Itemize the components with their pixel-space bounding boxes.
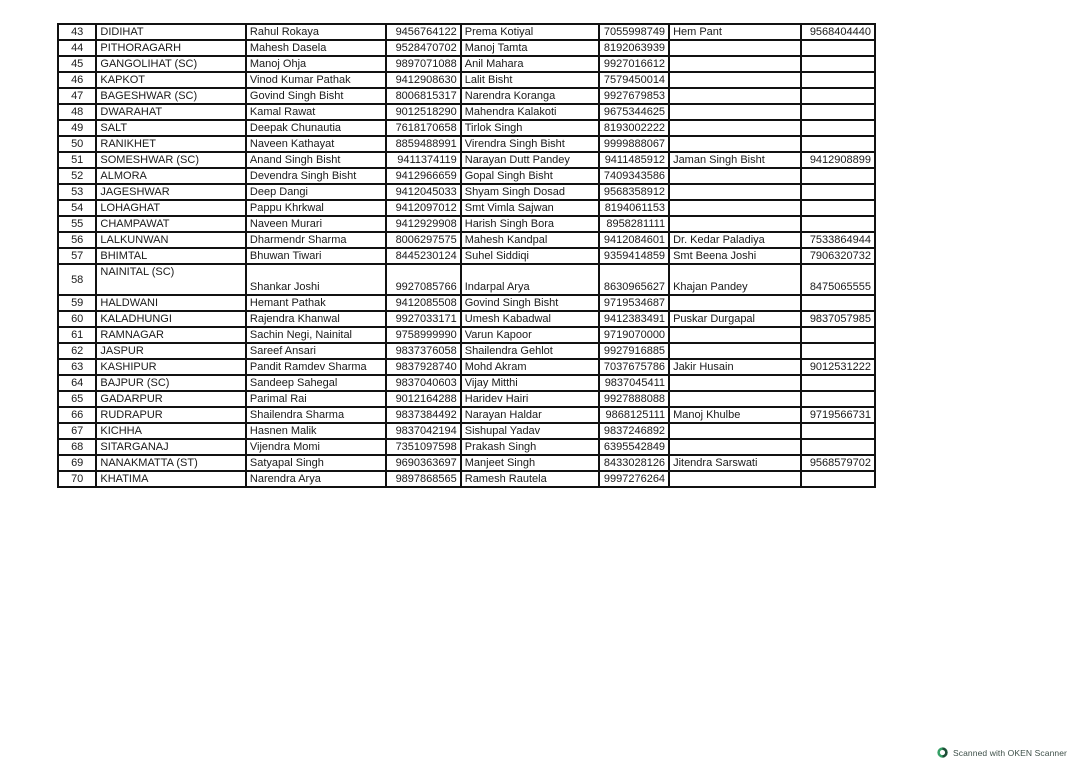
- contact1-phone-cell: 9690363697: [386, 455, 461, 471]
- serial-cell: 55: [58, 216, 96, 232]
- contact3-name-cell: Jakir Husain: [669, 359, 801, 375]
- contact1-name-cell: Sareef Ansari: [246, 343, 386, 359]
- serial-cell: 48: [58, 104, 96, 120]
- oken-scanner-icon: [937, 747, 948, 758]
- contact2-name-cell: Shyam Singh Dosad: [461, 184, 599, 200]
- contact3-phone-cell: [801, 216, 875, 232]
- serial-cell: 68: [58, 439, 96, 455]
- contact2-phone-cell: 9927888088: [599, 391, 669, 407]
- contact3-name-cell: [669, 184, 801, 200]
- contact3-name-cell: [669, 327, 801, 343]
- contact1-phone-cell: 8859488991: [386, 136, 461, 152]
- serial-cell: 50: [58, 136, 96, 152]
- constituency-cell: BAGESHWAR (SC): [96, 88, 246, 104]
- contact1-name-cell: Sachin Negi, Nainital: [246, 327, 386, 343]
- table-row: [58, 24, 875, 40]
- contact1-name-cell: Rajendra Khanwal: [246, 311, 386, 327]
- table-row: [58, 216, 875, 232]
- contact2-phone-cell: 9997276264: [599, 471, 669, 487]
- contact1-phone-cell: 9837040603: [386, 375, 461, 391]
- contact2-phone-cell: 8433028126: [599, 455, 669, 471]
- contact3-phone-cell: 7533864944: [801, 232, 875, 248]
- contact3-name-cell: [669, 136, 801, 152]
- contact3-name-cell: Smt Beena Joshi: [669, 248, 801, 264]
- constituency-cell: KAPKOT: [96, 72, 246, 88]
- constituency-cell: JAGESHWAR: [96, 184, 246, 200]
- contact3-phone-cell: 9012531222: [801, 359, 875, 375]
- serial-cell: 62: [58, 343, 96, 359]
- table-row: [58, 168, 875, 184]
- contact1-phone-cell: 9012164288: [386, 391, 461, 407]
- constituency-cell: KHATIMA: [96, 471, 246, 487]
- table-row: [58, 120, 875, 136]
- table-row: [58, 359, 875, 375]
- contact1-name-cell: Bhuwan Tiwari: [246, 248, 386, 264]
- scanner-watermark-text: Scanned with OKEN Scanner: [952, 747, 1067, 758]
- table-row: [58, 200, 875, 216]
- contact3-name-cell: Manoj Khulbe: [669, 407, 801, 423]
- contact2-phone-cell: 7409343586: [599, 168, 669, 184]
- contact1-name-cell: Hemant Pathak: [246, 295, 386, 311]
- contact2-phone-cell: 9837246892: [599, 423, 669, 439]
- table-row: [58, 423, 875, 439]
- contact1-name-cell: Pandit Ramdev Sharma: [246, 359, 386, 375]
- contact1-phone-cell: 9456764122: [386, 24, 461, 40]
- contact3-name-cell: Jitendra Sarswati: [669, 455, 801, 471]
- serial-cell: 60: [58, 311, 96, 327]
- contact1-name-cell: Parimal Rai: [246, 391, 386, 407]
- constituency-cell: RANIKHET: [96, 136, 246, 152]
- contact3-phone-cell: [801, 72, 875, 88]
- constituency-cell: KASHIPUR: [96, 359, 246, 375]
- contact2-phone-cell: 7037675786: [599, 359, 669, 375]
- contact2-phone-cell: 9675344625: [599, 104, 669, 120]
- contact2-phone-cell: 9868125111: [599, 407, 669, 423]
- table-row: [58, 407, 875, 423]
- contact2-name-cell: Smt Vimla Sajwan: [461, 200, 599, 216]
- constituency-cell: KICHHA: [96, 423, 246, 439]
- constituency-cell: SALT: [96, 120, 246, 136]
- contact2-phone-cell: 9927916885: [599, 343, 669, 359]
- contact1-phone-cell: 9927033171: [386, 311, 461, 327]
- contact3-phone-cell: 8475065555: [801, 264, 875, 295]
- contact3-name-cell: Hem Pant: [669, 24, 801, 40]
- constituency-cell: CHAMPAWAT: [96, 216, 246, 232]
- table-row: [58, 375, 875, 391]
- contact2-name-cell: Mahesh Kandpal: [461, 232, 599, 248]
- table-row: [58, 152, 875, 168]
- constituency-cell: BHIMTAL: [96, 248, 246, 264]
- contact1-name-cell: Naveen Murari: [246, 216, 386, 232]
- contact1-phone-cell: 9837376058: [386, 343, 461, 359]
- constituency-cell: ALMORA: [96, 168, 246, 184]
- contact3-name-cell: [669, 200, 801, 216]
- contact1-name-cell: Satyapal Singh: [246, 455, 386, 471]
- contact2-phone-cell: 9359414859: [599, 248, 669, 264]
- contact3-phone-cell: [801, 56, 875, 72]
- contact2-name-cell: Prakash Singh: [461, 439, 599, 455]
- contact1-phone-cell: 9927085766: [386, 264, 461, 295]
- contact1-phone-cell: 9412045033: [386, 184, 461, 200]
- contact1-phone-cell: 8006815317: [386, 88, 461, 104]
- contact2-name-cell: Haridev Hairi: [461, 391, 599, 407]
- contact2-phone-cell: 9837045411: [599, 375, 669, 391]
- contact1-phone-cell: 7618170658: [386, 120, 461, 136]
- contact1-phone-cell: 9837928740: [386, 359, 461, 375]
- serial-cell: 64: [58, 375, 96, 391]
- contact3-phone-cell: [801, 200, 875, 216]
- contact3-name-cell: Khajan Pandey: [669, 264, 801, 295]
- contact2-name-cell: Govind Singh Bisht: [461, 295, 599, 311]
- contact3-phone-cell: [801, 88, 875, 104]
- contact1-phone-cell: 9837042194: [386, 423, 461, 439]
- contact2-phone-cell: 8630965627: [599, 264, 669, 295]
- table-row: [58, 104, 875, 120]
- contact3-phone-cell: [801, 423, 875, 439]
- contact1-phone-cell: 8006297575: [386, 232, 461, 248]
- contact3-phone-cell: [801, 375, 875, 391]
- contact3-name-cell: [669, 40, 801, 56]
- contact2-phone-cell: 9412084601: [599, 232, 669, 248]
- contact1-name-cell: Pappu Khrkwal: [246, 200, 386, 216]
- contact3-name-cell: [669, 216, 801, 232]
- constituency-cell: LOHAGHAT: [96, 200, 246, 216]
- contact3-phone-cell: 9412908899: [801, 152, 875, 168]
- contact3-name-cell: [669, 56, 801, 72]
- contact3-name-cell: Jaman Singh Bisht: [669, 152, 801, 168]
- contact1-name-cell: Govind Singh Bisht: [246, 88, 386, 104]
- table-row: [58, 471, 875, 487]
- contact1-phone-cell: 9411374119: [386, 152, 461, 168]
- contact2-name-cell: Sishupal Yadav: [461, 423, 599, 439]
- serial-cell: 67: [58, 423, 96, 439]
- contact3-name-cell: [669, 72, 801, 88]
- contact2-name-cell: Suhel Siddiqi: [461, 248, 599, 264]
- contact1-name-cell: Sandeep Sahegal: [246, 375, 386, 391]
- contact2-name-cell: Mohd Akram: [461, 359, 599, 375]
- contact2-name-cell: Narayan Dutt Pandey: [461, 152, 599, 168]
- contact2-name-cell: Anil Mahara: [461, 56, 599, 72]
- constituency-cell: DIDIHAT: [96, 24, 246, 40]
- contact1-phone-cell: 9528470702: [386, 40, 461, 56]
- table-row: [58, 439, 875, 455]
- contact1-phone-cell: 9412929908: [386, 216, 461, 232]
- contact3-phone-cell: 9719566731: [801, 407, 875, 423]
- serial-cell: 46: [58, 72, 96, 88]
- serial-cell: 51: [58, 152, 96, 168]
- contact2-name-cell: Gopal Singh Bisht: [461, 168, 599, 184]
- contact3-phone-cell: [801, 104, 875, 120]
- contact1-name-cell: Anand Singh Bisht: [246, 152, 386, 168]
- contact3-phone-cell: [801, 120, 875, 136]
- contact3-phone-cell: [801, 40, 875, 56]
- contact2-phone-cell: 7055998749: [599, 24, 669, 40]
- contact1-name-cell: Vinod Kumar Pathak: [246, 72, 386, 88]
- serial-cell: 56: [58, 232, 96, 248]
- serial-cell: 53: [58, 184, 96, 200]
- table-row: [58, 295, 875, 311]
- contact1-name-cell: Kamal Rawat: [246, 104, 386, 120]
- contact1-name-cell: Rahul Rokaya: [246, 24, 386, 40]
- table-row: [58, 184, 875, 200]
- contact3-name-cell: Puskar Durgapal: [669, 311, 801, 327]
- contact2-phone-cell: 8194061153: [599, 200, 669, 216]
- contact2-phone-cell: 9927016612: [599, 56, 669, 72]
- serial-cell: 52: [58, 168, 96, 184]
- contact1-name-cell: Devendra Singh Bisht: [246, 168, 386, 184]
- serial-cell: 54: [58, 200, 96, 216]
- table-row: [58, 311, 875, 327]
- serial-cell: 58: [58, 264, 96, 295]
- contact1-name-cell: Shailendra Sharma: [246, 407, 386, 423]
- roster-table-body: [58, 24, 875, 487]
- constituency-cell: RAMNAGAR: [96, 327, 246, 343]
- table-row: [58, 40, 875, 56]
- table-row: [58, 327, 875, 343]
- contact3-phone-cell: 9837057985: [801, 311, 875, 327]
- contact3-name-cell: [669, 88, 801, 104]
- contact1-name-cell: Deepak Chunautia: [246, 120, 386, 136]
- serial-cell: 43: [58, 24, 96, 40]
- table-row: [58, 72, 875, 88]
- contact3-name-cell: [669, 423, 801, 439]
- contact2-phone-cell: 6395542849: [599, 439, 669, 455]
- contact1-phone-cell: 9897868565: [386, 471, 461, 487]
- contact2-name-cell: Manjeet Singh: [461, 455, 599, 471]
- contact2-name-cell: Virendra Singh Bisht: [461, 136, 599, 152]
- constituency-cell: GANGOLIHAT (SC): [96, 56, 246, 72]
- contact3-phone-cell: 9568579702: [801, 455, 875, 471]
- table-row: [58, 88, 875, 104]
- contact2-name-cell: Umesh Kabadwal: [461, 311, 599, 327]
- constituency-cell: NAINITAL (SC): [96, 264, 246, 295]
- contact1-name-cell: Deep Dangi: [246, 184, 386, 200]
- contact2-name-cell: Narayan Haldar: [461, 407, 599, 423]
- contact3-phone-cell: [801, 471, 875, 487]
- contact3-name-cell: [669, 343, 801, 359]
- contact-roster-table: [57, 23, 876, 488]
- contact1-phone-cell: 9897071088: [386, 56, 461, 72]
- contact2-phone-cell: 9412383491: [599, 311, 669, 327]
- constituency-cell: BAJPUR (SC): [96, 375, 246, 391]
- contact1-name-cell: Naveen Kathayat: [246, 136, 386, 152]
- contact3-name-cell: [669, 120, 801, 136]
- contact3-phone-cell: [801, 184, 875, 200]
- contact2-name-cell: Harish Singh Bora: [461, 216, 599, 232]
- constituency-cell: JASPUR: [96, 343, 246, 359]
- contact3-phone-cell: [801, 168, 875, 184]
- contact3-name-cell: [669, 295, 801, 311]
- serial-cell: 66: [58, 407, 96, 423]
- contact3-phone-cell: [801, 391, 875, 407]
- contact1-name-cell: Hasnen Malik: [246, 423, 386, 439]
- contact3-phone-cell: 7906320732: [801, 248, 875, 264]
- contact2-name-cell: Ramesh Rautela: [461, 471, 599, 487]
- contact2-phone-cell: 7579450014: [599, 72, 669, 88]
- serial-cell: 59: [58, 295, 96, 311]
- constituency-cell: HALDWANI: [96, 295, 246, 311]
- contact1-phone-cell: 9758999990: [386, 327, 461, 343]
- contact3-name-cell: [669, 439, 801, 455]
- serial-cell: 49: [58, 120, 96, 136]
- constituency-cell: PITHORAGARH: [96, 40, 246, 56]
- table-row: [58, 136, 875, 152]
- contact2-name-cell: Lalit Bisht: [461, 72, 599, 88]
- contact3-phone-cell: [801, 295, 875, 311]
- contact3-phone-cell: [801, 439, 875, 455]
- contact2-name-cell: Varun Kapoor: [461, 327, 599, 343]
- constituency-cell: DWARAHAT: [96, 104, 246, 120]
- contact2-phone-cell: 8958281111: [599, 216, 669, 232]
- contact2-name-cell: Mahendra Kalakoti: [461, 104, 599, 120]
- contact3-name-cell: [669, 471, 801, 487]
- table-row: [58, 343, 875, 359]
- serial-cell: 70: [58, 471, 96, 487]
- contact2-phone-cell: 9999888067: [599, 136, 669, 152]
- contact2-phone-cell: 8192063939: [599, 40, 669, 56]
- contact-roster-table-container: [57, 23, 876, 488]
- constituency-cell: RUDRAPUR: [96, 407, 246, 423]
- contact1-phone-cell: 8445230124: [386, 248, 461, 264]
- constituency-cell: SOMESHWAR (SC): [96, 152, 246, 168]
- contact1-name-cell: Manoj Ohja: [246, 56, 386, 72]
- contact1-name-cell: Vijendra Momi: [246, 439, 386, 455]
- contact3-name-cell: Dr. Kedar Paladiya: [669, 232, 801, 248]
- contact1-phone-cell: 9412966659: [386, 168, 461, 184]
- table-row: [58, 264, 875, 295]
- contact2-name-cell: Narendra Koranga: [461, 88, 599, 104]
- serial-cell: 61: [58, 327, 96, 343]
- contact1-name-cell: Narendra Arya: [246, 471, 386, 487]
- contact2-name-cell: Vijay Mitthi: [461, 375, 599, 391]
- contact2-phone-cell: 9568358912: [599, 184, 669, 200]
- constituency-cell: NANAKMATTA (ST): [96, 455, 246, 471]
- constituency-cell: SITARGANAJ: [96, 439, 246, 455]
- serial-cell: 69: [58, 455, 96, 471]
- contact1-phone-cell: 9412085508: [386, 295, 461, 311]
- contact2-name-cell: Manoj Tamta: [461, 40, 599, 56]
- contact3-phone-cell: [801, 136, 875, 152]
- table-row: [58, 232, 875, 248]
- contact1-phone-cell: 9412097012: [386, 200, 461, 216]
- table-row: [58, 391, 875, 407]
- contact2-phone-cell: 9411485912: [599, 152, 669, 168]
- serial-cell: 44: [58, 40, 96, 56]
- contact1-name-cell: Shankar Joshi: [246, 264, 386, 295]
- contact1-phone-cell: 7351097598: [386, 439, 461, 455]
- table-row: [58, 248, 875, 264]
- contact1-phone-cell: 9837384492: [386, 407, 461, 423]
- contact3-name-cell: [669, 375, 801, 391]
- scanner-watermark: [937, 747, 1067, 758]
- contact2-phone-cell: 9719070000: [599, 327, 669, 343]
- contact3-phone-cell: 9568404440: [801, 24, 875, 40]
- constituency-cell: KALADHUNGI: [96, 311, 246, 327]
- contact1-phone-cell: 9012518290: [386, 104, 461, 120]
- contact3-phone-cell: [801, 343, 875, 359]
- table-row: [58, 455, 875, 471]
- constituency-cell: LALKUNWAN: [96, 232, 246, 248]
- contact2-phone-cell: 9719534687: [599, 295, 669, 311]
- serial-cell: 57: [58, 248, 96, 264]
- contact2-phone-cell: 9927679853: [599, 88, 669, 104]
- contact3-name-cell: [669, 391, 801, 407]
- contact2-name-cell: Indarpal Arya: [461, 264, 599, 295]
- contact1-name-cell: Mahesh Dasela: [246, 40, 386, 56]
- serial-cell: 47: [58, 88, 96, 104]
- contact2-name-cell: Tirlok Singh: [461, 120, 599, 136]
- contact3-name-cell: [669, 168, 801, 184]
- serial-cell: 65: [58, 391, 96, 407]
- contact3-name-cell: [669, 104, 801, 120]
- serial-cell: 45: [58, 56, 96, 72]
- contact3-phone-cell: [801, 327, 875, 343]
- contact1-phone-cell: 9412908630: [386, 72, 461, 88]
- contact1-name-cell: Dharmendr Sharma: [246, 232, 386, 248]
- contact2-name-cell: Shailendra Gehlot: [461, 343, 599, 359]
- contact2-name-cell: Prema Kotiyal: [461, 24, 599, 40]
- contact2-phone-cell: 8193002222: [599, 120, 669, 136]
- table-row: [58, 56, 875, 72]
- serial-cell: 63: [58, 359, 96, 375]
- constituency-cell: GADARPUR: [96, 391, 246, 407]
